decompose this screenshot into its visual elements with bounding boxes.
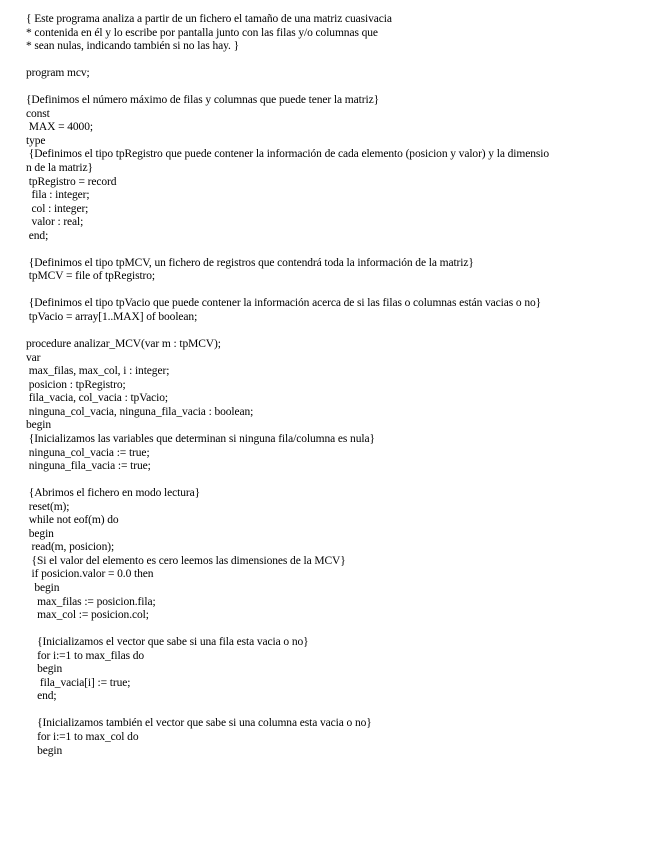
- code-line: end;: [26, 229, 49, 242]
- code-line: {Definimos el tipo tpVacio que puede contener la información acerca de si las filas o columnas están vacias o no}: [26, 297, 542, 310]
- code-line: reset(m);: [26, 500, 70, 513]
- code-line: while not eof(m) do: [26, 514, 119, 527]
- code-line: [26, 623, 651, 637]
- code-line: tpVacio = array[1..MAX] of boolean;: [26, 311, 198, 324]
- code-line: [26, 81, 651, 95]
- code-line: ninguna_fila_vacia := true;: [26, 460, 151, 473]
- code-line: {Si el valor del elemento es cero leemos las dimensiones de la MCV}: [26, 554, 346, 567]
- code-line: fila_vacia, col_vacia : tpVacio;: [26, 392, 168, 405]
- code-line: begin: [26, 663, 63, 676]
- code-line: [26, 54, 651, 68]
- code-line: {Definimos el número máximo de filas y columnas que puede tener la matriz}: [26, 94, 380, 107]
- code-line: valor : real;: [26, 216, 84, 229]
- code-line: begin: [26, 419, 52, 432]
- code-line: * contenida en él y lo escribe por pantalla junto con las filas y/o columnas que: [26, 26, 378, 39]
- code-line: {Inicializamos las variables que determinan si ninguna fila/columna es nula}: [26, 432, 375, 445]
- code-line: ninguna_col_vacia, ninguna_fila_vacia : boolean;: [26, 405, 254, 418]
- code-line: const: [26, 107, 50, 120]
- code-line: tpRegistro = record: [26, 175, 117, 188]
- code-line: {Inicializamos el vector que sabe si una fila esta vacia o no}: [26, 636, 309, 649]
- code-line: {Definimos el tipo tpMCV, un fichero de registros que contendrá toda la información de la matriz}: [26, 256, 474, 269]
- code-line: n de la matriz}: [26, 162, 93, 175]
- code-line: col : integer;: [26, 202, 89, 215]
- code-line: [26, 704, 651, 718]
- code-line: {Abrimos el fichero en modo lectura}: [26, 487, 201, 500]
- code-line: fila_vacia[i] := true;: [26, 676, 131, 689]
- code-line: {Inicializamos también el vector que sabe si una columna esta vacia o no}: [26, 717, 372, 730]
- code-line: [26, 325, 651, 339]
- code-line: [26, 284, 651, 298]
- code-line: tpMCV = file of tpRegistro;: [26, 270, 156, 283]
- code-line: for i:=1 to max_filas do: [26, 649, 145, 662]
- code-line: {Definimos el tipo tpRegistro que puede contener la información de cada elemento (posicion y valor) y la dimensio: [26, 148, 549, 161]
- code-line: var: [26, 351, 41, 364]
- code-line: begin: [26, 581, 60, 594]
- code-line: if posicion.valor = 0.0 then: [26, 568, 154, 581]
- code-line: begin: [26, 527, 54, 540]
- code-line: program mcv;: [26, 67, 90, 80]
- code-line: posicion : tpRegistro;: [26, 378, 126, 391]
- code-line: max_col := posicion.col;: [26, 609, 149, 622]
- code-line: MAX = 4000;: [26, 121, 93, 134]
- code-line: for i:=1 to max_col do: [26, 730, 139, 743]
- code-line: ninguna_col_vacia := true;: [26, 446, 150, 459]
- code-line: [26, 474, 651, 488]
- code-line: end;: [26, 690, 57, 703]
- source-code-document: [26, 13, 651, 758]
- code-line: max_filas := posicion.fila;: [26, 595, 156, 608]
- code-line: * sean nulas, indicando también si no las hay. }: [26, 40, 239, 53]
- code-line: fila : integer;: [26, 189, 90, 202]
- code-line: procedure analizar_MCV(var m : tpMCV);: [26, 338, 221, 351]
- code-line: begin: [26, 744, 63, 757]
- code-line: max_filas, max_col, i : integer;: [26, 365, 170, 378]
- code-line: { Este programa analiza a partir de un fichero el tamaño de una matriz cuasivacia: [26, 13, 392, 25]
- code-line: read(m, posicion);: [26, 541, 115, 554]
- code-line: [26, 243, 651, 257]
- code-line: type: [26, 134, 46, 147]
